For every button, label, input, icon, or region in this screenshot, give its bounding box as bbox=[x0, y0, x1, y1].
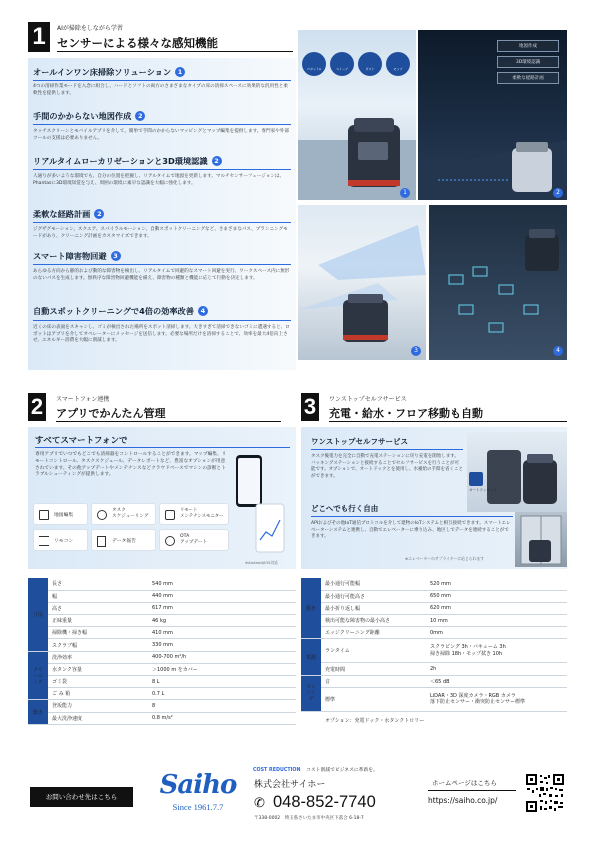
list-icon bbox=[39, 536, 49, 546]
spec-label: 水タンク容量 bbox=[48, 663, 148, 675]
spec-label: 高さ bbox=[48, 602, 148, 614]
feature-4-underline bbox=[33, 222, 291, 223]
spec-label: 標準 bbox=[321, 687, 426, 711]
spec-cat-cleaning: クリーニング bbox=[28, 651, 48, 700]
app-feature-report[interactable] bbox=[91, 529, 156, 551]
section2-title-underline bbox=[56, 421, 281, 422]
feature-1-title-text: オールインワン床掃除ソリューション bbox=[33, 67, 172, 77]
qr-code[interactable] bbox=[525, 773, 565, 813]
feature-5-body: あらゆる方向から静的および動的な障害物を検出し、リアルタイムで回避的なスマート回避を実行、ワークスペース内に無形のないパスを生成します。無秩序な障害物回避機能を備え、障害物の種類と機能に応じて行動を決定します。 bbox=[33, 269, 290, 281]
feature-4-body: ジグザグモーション、スクエア、スパイラルモーション、自動スポットクリーニングなど、さまざまなパス、プランニングモードがあり、クリーニング計画をカスタマイズできます。 bbox=[33, 227, 288, 239]
spec-right-table bbox=[301, 578, 567, 712]
section3-title-underline bbox=[329, 421, 567, 422]
feature-6-underline bbox=[33, 320, 291, 321]
section3-number: 3 bbox=[301, 393, 319, 421]
app-icon-label-2: スイープ bbox=[336, 67, 348, 71]
photo-badge-1: 1 bbox=[400, 188, 410, 198]
spec-left-row bbox=[28, 590, 296, 602]
spec-value: 2h bbox=[426, 663, 567, 675]
section3-card2-body: APIおよびその他IoT通信プロトコルを介して建物のIoTシステムと相互接続できます。スマートエレベーターシステムと連携し、自動でエレベーターに乗り込み、地区しでデータを連続することができます。 bbox=[311, 521, 511, 539]
feature-1-body: 4つの清掃作業モードを入念に組合し、ハードとソフトの両方のさまざまなタイプの床の清掃スペースに効果的な汎用性と柔軟性を提供します。 bbox=[33, 84, 288, 96]
homepage-label: ホームページはこちら bbox=[432, 779, 497, 787]
feature-4-badge: 2 bbox=[94, 209, 104, 219]
spec-label: エッジクリーニング距離 bbox=[321, 627, 426, 639]
app-icon-4 bbox=[386, 52, 410, 76]
spec-right-row bbox=[301, 615, 567, 627]
spec-value: 617 mm bbox=[148, 602, 296, 614]
feature-1-badge: 1 bbox=[175, 67, 185, 77]
qr-code-art bbox=[525, 773, 565, 813]
spec-left-row bbox=[28, 651, 296, 663]
spec-left-row bbox=[28, 676, 296, 688]
spec-left-row bbox=[28, 712, 296, 724]
section3-subtitle: ワンストップセルフサービス bbox=[329, 396, 407, 403]
spec-left-table bbox=[28, 578, 296, 725]
tagline-brand: COST REDUCTION bbox=[253, 768, 301, 773]
spec-left-row bbox=[28, 615, 296, 627]
photo-sensor-beams bbox=[298, 205, 426, 360]
spec-value: 410 mm bbox=[148, 627, 296, 639]
spec-value: 8 bbox=[148, 700, 296, 712]
photo-path-grid bbox=[429, 205, 567, 360]
phone-block[interactable] bbox=[254, 792, 376, 812]
section2-note: ※Android/iOS対応 bbox=[245, 560, 279, 565]
app-feature-map-label: 地図編集 bbox=[54, 513, 74, 518]
photo-auto-dock bbox=[467, 432, 567, 512]
spec-value: ＜65 dB bbox=[426, 675, 567, 687]
spec-label: 最小通行可能高さ bbox=[321, 590, 426, 602]
photo-badge-2: 2 bbox=[553, 188, 563, 198]
section2-heading: すべてスマートフォンで bbox=[35, 436, 128, 446]
section2-subtitle: スマートフォン連携 bbox=[56, 396, 110, 403]
spec-label: ゴミ袋 bbox=[48, 676, 148, 688]
spec-value: 8 L bbox=[148, 676, 296, 688]
feature-2-title-text: 手間のかからない地図作成 bbox=[33, 111, 132, 121]
section1-title: センサーによる様々な感知機能 bbox=[57, 36, 218, 50]
spec-label: 検出可能な障害物の最小高さ bbox=[321, 615, 426, 627]
auto-dock-label: オートドッキング bbox=[469, 488, 497, 492]
spec-value: 330 mm bbox=[148, 639, 296, 651]
feature-1-title bbox=[33, 67, 185, 78]
spec-right-row bbox=[301, 687, 567, 711]
footer-tagline bbox=[253, 766, 378, 773]
spec-right-row bbox=[301, 627, 567, 639]
feature-3-body: 人通りが多いような環境でも、自分の位置を把握し、リアルタイムで地図を更新します。マルチセンサーフュージョンは、Phantasに3D環境知覚を与え、周囲の環境に素早な認識を大幅に強化します。 bbox=[33, 174, 285, 186]
spec-label: 正味重量 bbox=[48, 615, 148, 627]
feature-4-title bbox=[33, 209, 104, 220]
feature-5-title bbox=[33, 251, 121, 262]
app-icon-label-3: ダスト bbox=[365, 67, 375, 71]
spec-label: 最小通行可能幅 bbox=[321, 578, 426, 590]
saiho-logo bbox=[154, 770, 242, 824]
map-icon bbox=[39, 510, 49, 520]
spec-right-row bbox=[301, 639, 567, 663]
feature-1-underline bbox=[33, 80, 291, 81]
spec-value: 650 mm bbox=[426, 590, 567, 602]
spec-label: 掃除機・掃き幅 bbox=[48, 627, 148, 639]
spec-label: 充電時間 bbox=[321, 663, 426, 675]
feature-2-body: タッチスクリーンとモバイルアプリを介して、簡単で手間のかからないマッピングとマップ編集を提供します。専門家や外部ツールの支援は必要ありません。 bbox=[33, 129, 289, 141]
phone-chart-art bbox=[252, 500, 288, 558]
company-address: 〒338-0002 埼玉県さいたま市中央区下落合 6-18-7 bbox=[254, 816, 364, 821]
report-icon bbox=[97, 536, 106, 547]
photo-robot-dark bbox=[418, 30, 567, 200]
section1-number: 1 bbox=[28, 22, 50, 52]
phone-screen bbox=[238, 458, 260, 504]
feature-5-title-text: スマート障害物回避 bbox=[33, 251, 107, 261]
homepage-label-underline bbox=[428, 790, 516, 791]
spec-label: 最小折り返し幅 bbox=[321, 602, 426, 614]
section2-heading-underline bbox=[35, 447, 290, 448]
saiho-since: Since 1961.7.7 bbox=[172, 802, 224, 812]
spec-left-row bbox=[28, 663, 296, 675]
section3-card1-underline bbox=[311, 449, 463, 450]
app-feature-schedule[interactable] bbox=[91, 503, 156, 525]
spec-label: 洗浄効率 bbox=[48, 651, 148, 663]
feature-5-underline bbox=[33, 264, 291, 265]
app-icon-3 bbox=[358, 52, 382, 76]
section3-card1-title: ワンストップセルフサービス bbox=[311, 437, 408, 446]
spec-right-row bbox=[301, 602, 567, 614]
spec-value: ＞1000 m をカバー bbox=[148, 663, 296, 675]
spec-label: スクラブ幅 bbox=[48, 639, 148, 651]
spec-label: 最大洗浄速度 bbox=[48, 712, 148, 724]
spec-value: 620 mm bbox=[426, 602, 567, 614]
company-name: 株式会社サイホー bbox=[254, 780, 326, 790]
app-feature-map[interactable] bbox=[33, 503, 88, 525]
tag-3d: 3D環境認識 bbox=[497, 56, 559, 68]
tag-map: 地図作成 bbox=[497, 40, 559, 52]
app-feature-ota-label: OTA アップデート bbox=[180, 534, 208, 545]
feature-6-badge: 4 bbox=[198, 306, 208, 316]
feature-6-title-text: 自動スポットクリーニングで4倍の効率改善 bbox=[33, 306, 194, 316]
spec-cat-movement-right: 動き bbox=[301, 578, 321, 639]
phone-number[interactable]: 048-852-7740 bbox=[273, 793, 376, 811]
spec-right-row bbox=[301, 590, 567, 602]
app-icon-label-4: モップ bbox=[393, 67, 403, 71]
section3-note: ※エレベーターのサプライヤーに応じられます bbox=[405, 556, 485, 561]
feature-3-title bbox=[33, 156, 222, 167]
photo-elevator bbox=[515, 512, 567, 567]
spec-value: 520 mm bbox=[426, 578, 567, 590]
spec-left-row bbox=[28, 602, 296, 614]
spec-left-row bbox=[28, 639, 296, 651]
feature-4-title-text: 柔軟な経路計画 bbox=[33, 209, 91, 219]
spec-right-row bbox=[301, 663, 567, 675]
contact-button[interactable]: お問い合わせ先はこちら bbox=[30, 787, 133, 807]
feature-2-badge: 2 bbox=[135, 111, 145, 121]
app-feature-remote-label: リモート メンテナンスモニター bbox=[180, 508, 224, 519]
app-feature-list[interactable] bbox=[33, 529, 88, 551]
spec-label: ランタイム bbox=[321, 639, 426, 663]
spec-value: LiDAR・3D 深度カメラ・RGB カメラ 落下防止センサー・衝突防止センサー標準 bbox=[426, 687, 567, 711]
section2-title: アプリでかんたん管理 bbox=[56, 407, 166, 420]
app-feature-schedule-label: タスク スケジューリング bbox=[112, 508, 149, 519]
spec-value: スクラビング 3h・バキューム 3h 掃き掃除 18h・モップ拭き 10h bbox=[426, 639, 567, 663]
spec-table-left bbox=[28, 578, 296, 725]
section3-card1-body: タスク後電力を完全に自動で充電ステーションに戻り充電を開始します。バッキングステーションと接続することでセルフサービスを行うことが可能です。オプションで、オートドックとを使用し、水補給の手間を省くことができます。 bbox=[311, 454, 463, 479]
spec-value: 46 kg bbox=[148, 615, 296, 627]
app-icon-label-1: ロボットA bbox=[306, 67, 322, 71]
auto-dock-icon bbox=[469, 472, 483, 486]
spec-label: 幅 bbox=[48, 590, 148, 602]
photo-elevator-art bbox=[515, 512, 567, 567]
section2-body: 専用アプリでいつでもどこでも清掃器をコントロールすることができます。マップ編集、リモートコントロール、タスクスケジュール、データレポートなど、豊富なオプションが用意されています。その他アップデートやメンテナンスなどクラウドベースでマシンの診断とトラブルシューティングが提供します。 bbox=[35, 452, 227, 478]
app-feature-report-label: データ報告 bbox=[112, 539, 136, 544]
remote-icon bbox=[165, 510, 175, 520]
feature-3-title-text: リアルタイムローカリゼーションと3D環境認識 bbox=[33, 156, 208, 166]
spec-value: 0mm bbox=[426, 627, 567, 639]
ota-icon bbox=[165, 536, 175, 546]
tag-list bbox=[497, 40, 559, 84]
photo-badge-4: 4 bbox=[553, 346, 563, 356]
app-feature-ota[interactable] bbox=[159, 529, 229, 551]
spec-label: ご み 箱 bbox=[48, 688, 148, 700]
spec-left-row bbox=[28, 688, 296, 700]
homepage-url[interactable]: https://saiho.co.jp/ bbox=[428, 796, 498, 805]
spec-left-row bbox=[28, 627, 296, 639]
app-icon-1 bbox=[302, 52, 326, 76]
section1-subtitle: AIが掃除をしながら学習 bbox=[57, 25, 123, 32]
feature-6-title bbox=[33, 306, 208, 317]
spec-value: 0.8 m/s² bbox=[148, 712, 296, 724]
spec-right-row bbox=[301, 578, 567, 590]
spec-option-line: オプション：充電ドック・水タンクトロリー bbox=[325, 717, 425, 724]
phone-illustration-2 bbox=[252, 500, 288, 558]
saiho-logo-text: Saiho bbox=[159, 770, 237, 800]
feature-3-underline bbox=[33, 169, 291, 170]
app-icon-row bbox=[302, 52, 414, 80]
spec-cat-movement: 動き bbox=[28, 700, 48, 724]
app-feature-list-label: リモコン bbox=[54, 539, 74, 544]
spec-label: 登坂能力 bbox=[48, 700, 148, 712]
spec-value: 440 mm bbox=[148, 590, 296, 602]
section3-card2-underline bbox=[311, 516, 513, 517]
spec-cat-size: 寸法 bbox=[28, 578, 48, 651]
spec-value: 400-700 m²/h bbox=[148, 651, 296, 663]
spec-left-row bbox=[28, 700, 296, 712]
feature-2-underline bbox=[33, 124, 291, 125]
app-feature-remote[interactable] bbox=[159, 503, 229, 525]
feature-5-badge: 3 bbox=[111, 251, 121, 261]
section2-number: 2 bbox=[28, 393, 46, 421]
app-icon-2 bbox=[330, 52, 354, 76]
spec-table-right bbox=[301, 578, 567, 724]
section1-title-underline bbox=[57, 51, 293, 52]
tag-path: 柔軟な経路計画 bbox=[497, 72, 559, 84]
spec-value: 0.7 L bbox=[148, 688, 296, 700]
photo-path-grid-art bbox=[429, 205, 567, 360]
photo-badge-3: 3 bbox=[411, 346, 421, 356]
photo-sensor-beams-art bbox=[298, 205, 426, 360]
photo-robot-app bbox=[298, 30, 416, 200]
tagline-text: コスト削減でビジネスに革新を。 bbox=[306, 768, 378, 773]
spec-cat-power: 電源 bbox=[301, 639, 321, 675]
feature-3-badge: 2 bbox=[212, 156, 222, 166]
spec-cat-sensing: センシング bbox=[301, 675, 321, 711]
feature-2-title bbox=[33, 111, 145, 122]
section3-card2-title: どこへでも行く自由 bbox=[311, 504, 379, 513]
spec-value: 10 mm bbox=[426, 615, 567, 627]
spec-left-row bbox=[28, 578, 296, 590]
spec-right-row bbox=[301, 675, 567, 687]
spec-label: 音 bbox=[321, 675, 426, 687]
feature-6-body: 近くの床の表面をスキャンし、ゴミが検出された場所をスポット清掃します。大きすぎて清掃できないゴミに遭遇すると、ロボットはアプリを介してオペレーターにメッセージを送信します。必要な場所だけを清掃することで、効率を最大4倍向上させ、エネルギー消費を大幅に削減します。 bbox=[33, 325, 290, 344]
section3-title: 充電・給水・フロア移動も自動 bbox=[329, 407, 483, 420]
clock-icon bbox=[97, 510, 107, 520]
phone-icon: ✆ bbox=[254, 796, 265, 811]
spec-value: 540 mm bbox=[148, 578, 296, 590]
spec-label: 長さ bbox=[48, 578, 148, 590]
